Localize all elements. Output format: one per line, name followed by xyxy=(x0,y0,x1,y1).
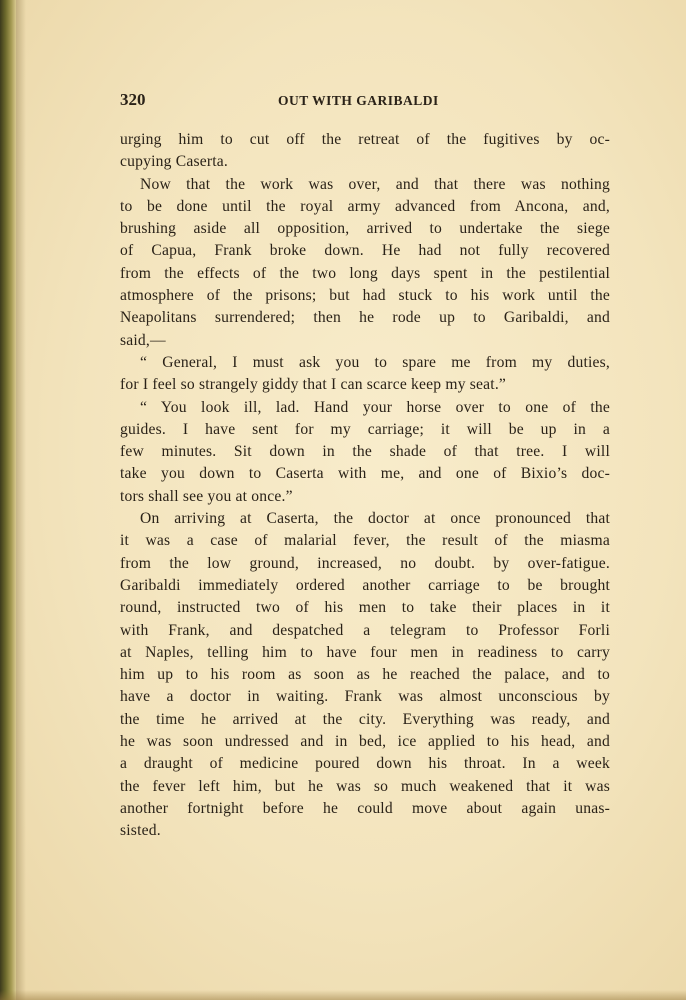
text-line: tors shall see you at once.” xyxy=(120,487,293,505)
text-line: a draught of medicine poured down his throat. In a week xyxy=(120,755,610,773)
text-line: for I feel so strangely giddy that I can scarce keep my seat.” xyxy=(120,376,507,394)
text-line: at Naples, telling him to have four men in readiness to carry xyxy=(120,643,610,661)
text-line: urging him to cut off the retreat of the fugitives by oc- xyxy=(120,131,610,148)
text-line: have a doctor in waiting. Frank was almost unconscious by xyxy=(120,688,610,706)
page-bottom-edge xyxy=(0,990,686,1000)
text-line: the time he arrived at the city. Everything was ready, and xyxy=(120,710,610,728)
text-line: from the low ground, increased, no doubt. by over-fatigue. xyxy=(120,554,610,572)
text-line: brushing aside all opposition, arrived to undertake the siege xyxy=(120,220,610,238)
page-header xyxy=(120,90,610,112)
text-line: take you down to Caserta with me, and one of Bixio’s doc- xyxy=(120,465,610,483)
text-line: he was soon undressed and in bed, ice applied to his head, and xyxy=(120,733,610,751)
text-line: Garibaldi immediately ordered another carriage to be brought xyxy=(120,576,610,594)
body-text xyxy=(120,129,610,843)
text-line: cupying Caserta. xyxy=(120,153,228,171)
text-line: Neapolitans surrendered; then he rode up to Garibaldi, and xyxy=(120,309,610,327)
text-line: atmosphere of the prisons; but had stuck to his work until the xyxy=(120,287,610,305)
text-line: “ General, I must ask you to spare me from my duties, xyxy=(140,353,610,371)
text-line: another fortnight before he could move about again unas- xyxy=(120,799,610,817)
text-line: Now that the work was over, and that there was nothing xyxy=(140,175,610,193)
text-line: to be done until the royal army advanced from Ancona, and, xyxy=(120,197,610,215)
running-head: OUT WITH GARIBALDI xyxy=(278,93,439,108)
text-line: it was a case of malarial fever, the result of the miasma xyxy=(120,532,610,550)
text-line: “ You look ill, lad. Hand your horse over to one of the xyxy=(140,398,610,416)
gutter-shadow xyxy=(16,0,26,1000)
text-line: said,— xyxy=(120,331,166,349)
text-line: with Frank, and despatched a telegram to Professor Forli xyxy=(120,621,610,639)
page-number: 320 xyxy=(120,90,146,109)
text-line: guides. I have sent for my carriage; it will be up in a xyxy=(120,420,610,438)
text-line: few minutes. Sit down in the shade of that tree. I will xyxy=(120,443,610,461)
text-line: sisted. xyxy=(120,822,161,840)
text-line: from the effects of the two long days spent in the pestilential xyxy=(120,264,610,282)
text-line: the fever left him, but he was so much weakened that it was xyxy=(120,777,610,795)
text-line: him up to his room as soon as he reached the palace, and to xyxy=(120,666,610,684)
book-binding xyxy=(0,0,16,1000)
text-line: On arriving at Caserta, the doctor at once pronounced that xyxy=(140,510,610,528)
text-line: of Capua, Frank broke down. He had not fully recovered xyxy=(120,242,610,260)
text-line: round, instructed two of his men to take their places in it xyxy=(120,599,610,617)
